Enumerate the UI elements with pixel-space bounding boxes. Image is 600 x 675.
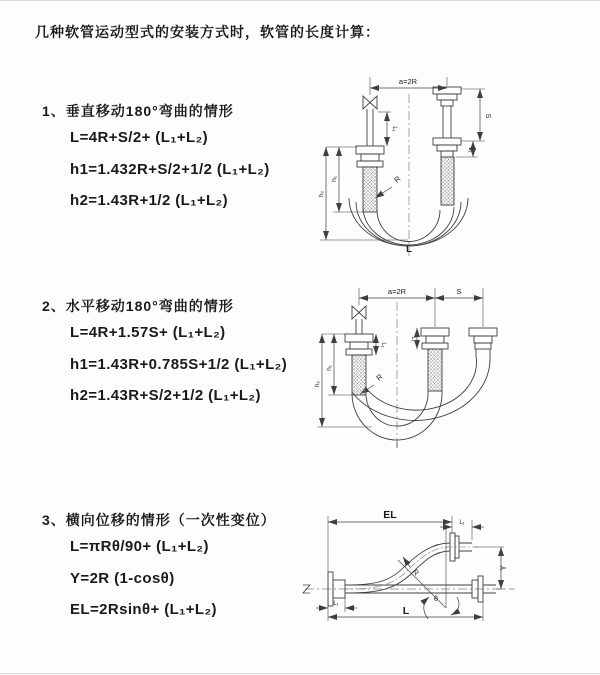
section-vertical-movement [42, 100, 270, 217]
dim-label-theta: θ [434, 596, 438, 603]
extension-lines [317, 288, 483, 427]
formula-s1-h1: h1=1.432R+S/2+1/2 (L₁+L₂) [70, 160, 270, 178]
dim-label-h2: h₂ [314, 380, 321, 388]
dim-label-a2r: a=2R [387, 287, 407, 296]
right-flange-fitting [433, 87, 461, 205]
page-bottom-edge [0, 673, 600, 674]
dim-label-l1-top: L₁ [459, 520, 465, 526]
dim-label-l1-bottom: L₁ [333, 601, 339, 607]
section-lateral-displacement [42, 509, 276, 626]
diagram-vertical-180-bend [312, 72, 592, 262]
theta-arc-right [451, 597, 459, 615]
section-2-heading: 2、水平移动180°弯曲的情形 [42, 298, 234, 314]
braided-hose-section [428, 349, 442, 391]
left-pipe [367, 109, 373, 146]
formula-s2-L: L=4R+1.57S+ (L₁+L₂) [70, 324, 226, 341]
braided-hose-section [363, 167, 377, 212]
middle-flange-fitting [421, 328, 449, 391]
radius-line [398, 560, 446, 608]
valve-icon [363, 96, 377, 109]
diagram-horizontal-180-bend [312, 282, 597, 457]
dim-label-l1-left: L₁ [380, 342, 386, 348]
dim-label-l1-left: L₁ [391, 126, 397, 132]
dim-label-el: EL [383, 509, 397, 521]
formula-s3-L: L=πRθ/90+ (L₁+L₂) [70, 538, 209, 555]
diagram-lateral-displacement [300, 502, 600, 647]
formula-s3-Y: Y=2R (1-cosθ) [70, 569, 175, 587]
left-flange-fitting [345, 334, 373, 395]
formula-s1-h2: h2=1.43R+1/2 (L₁+L₂) [70, 192, 229, 209]
page-title: 几种软管运动型式的安装方式时，软管的长度计算： [35, 24, 380, 40]
diagram3-labels [333, 509, 508, 617]
dim-label-s: S [484, 113, 493, 119]
formula-s2-h2: h2=1.43R+S/2+1/2 (L₁+L₂) [70, 387, 261, 404]
formula-s3-EL: EL=2Rsinθ+ (L₁+L₂) [70, 601, 217, 618]
extension-lines [320, 77, 485, 240]
braided-hose-section [352, 355, 366, 395]
diagram1-linework [320, 77, 485, 258]
dim-label-r: R [374, 372, 385, 383]
dim-label-l: L [402, 605, 410, 617]
dim-label-l: L [406, 244, 412, 255]
dim-label-h1: h₁ [331, 176, 338, 182]
section-horizontal-movement [42, 295, 287, 412]
dimension-lines [322, 298, 483, 427]
s-curve-hose [345, 543, 450, 593]
valve-icon [352, 306, 366, 319]
dim-label-s: S [456, 287, 462, 296]
left-flange-fitting [356, 146, 384, 212]
dim-label-r: R [392, 174, 403, 185]
dim-label-a2r: a=2R [398, 77, 418, 86]
section-3-heading: 3、横向位移的情形（一次性变位） [42, 512, 276, 528]
dim-label-h1: h₁ [326, 365, 333, 371]
dim-label-h2: h₂ [318, 190, 325, 198]
dim-label-r: R [410, 567, 421, 578]
braided-hose-section [441, 157, 454, 205]
left-pipe [356, 319, 362, 334]
dimension-lines [326, 88, 480, 240]
dim-label-l1-middle: L₁ [410, 336, 416, 342]
formula-s1-L: L=4R+S/2+ (L₁+L₂) [70, 129, 209, 146]
theta-arc-left [424, 597, 429, 619]
diagram1-labels [318, 77, 493, 255]
dim-label-y: Y [499, 565, 508, 571]
diagram2-linework [317, 288, 497, 450]
section-1-heading: 1、垂直移动180°弯曲的情形 [42, 103, 234, 119]
page-top-edge [0, 0, 600, 1]
right-flange-fitting [469, 328, 497, 356]
dim-label-l1-right: L₁ [467, 147, 473, 153]
u-bend-hose-arcs [352, 356, 490, 440]
formula-s2-h1: h1=1.43R+0.785S+1/2 (L₁+L₂) [70, 355, 288, 373]
